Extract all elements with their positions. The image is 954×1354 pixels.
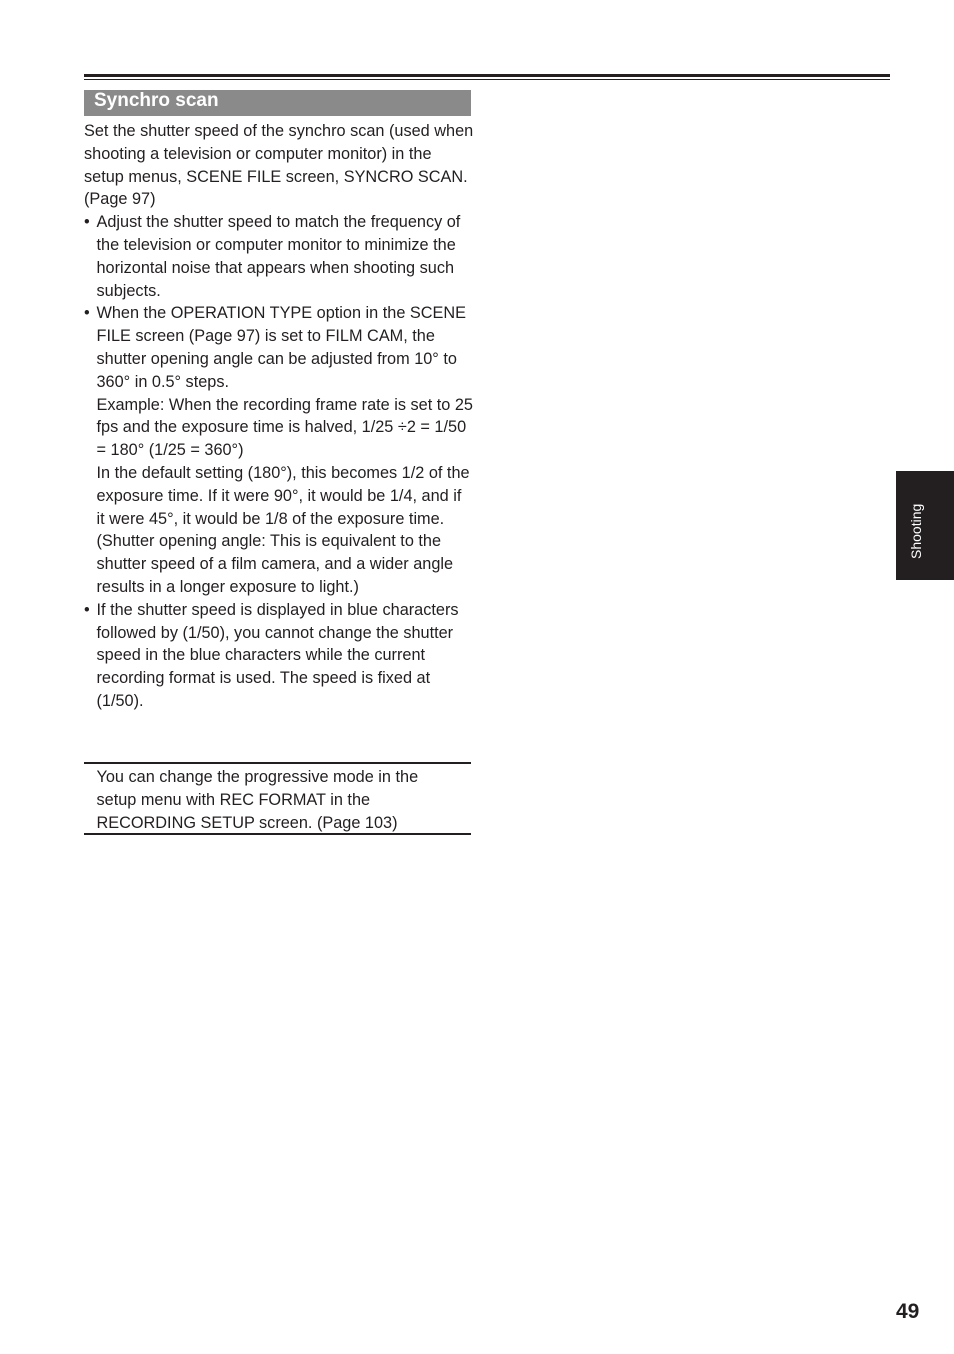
- bullet-item: [84, 211, 474, 302]
- bullet-item: [84, 599, 474, 713]
- top-rule-thin: [84, 79, 890, 80]
- example-paragraph: Example: When the recording frame rate is set to 25 fps and the exposure time is halved, 1/25 ÷2 = 1/50 = 180° (1/25 = 360°): [96, 395, 473, 460]
- bullet-paragraph: When the OPERATION TYPE option in the SCENE FILE screen (Page 97) is set to FILM CAM, the shutter opening angle can be adjusted from 10° to 360° in 0.5° steps.: [96, 304, 466, 391]
- bullet-item: [84, 302, 474, 598]
- chapter-tab: [896, 471, 954, 580]
- section-heading: Synchro scan: [84, 90, 471, 116]
- bullet-dot: •: [84, 600, 90, 619]
- note-text: You can change the progressive mode in the setup menu with REC FORMAT in the RECORDING SETUP screen. (Page 103): [96, 768, 419, 832]
- default-setting-paragraph: In the default setting (180°), this becomes 1/2 of the exposure time. If it were 90°, it would be 1/4, and if it were 45°, it would be 1/8 of the exposure time.: [96, 463, 470, 528]
- chapter-tab-label: Shooting: [908, 503, 924, 559]
- bullet-dot: •: [84, 304, 90, 323]
- definition-paragraph: (Shutter opening angle: This is equivalent to the shutter speed of a film camera, and a wider angle results in a longer exposure to light.): [96, 532, 454, 596]
- intro-paragraph: Set the shutter speed of the synchro scan (used when shooting a television or computer monitor) in the setup menus, SCENE FILE screen, SYNCRO SCAN. (Page 97): [84, 122, 474, 209]
- note-box: [84, 762, 471, 835]
- page-number: 49: [896, 1300, 920, 1323]
- bullet-paragraph: Adjust the shutter speed to match the frequency of the television or computer monitor to minimize the horizontal noise that appears when shooting such subjects.: [96, 213, 461, 300]
- top-rule: [84, 74, 890, 77]
- section-body: [84, 120, 474, 713]
- bullet-paragraph: If the shutter speed is displayed in blue characters followed by (1/50), you cannot change the shutter speed in the blue characters while the current recording format is used. The speed is fixed at (1/50).: [96, 600, 459, 710]
- bullet-dot: •: [84, 213, 90, 232]
